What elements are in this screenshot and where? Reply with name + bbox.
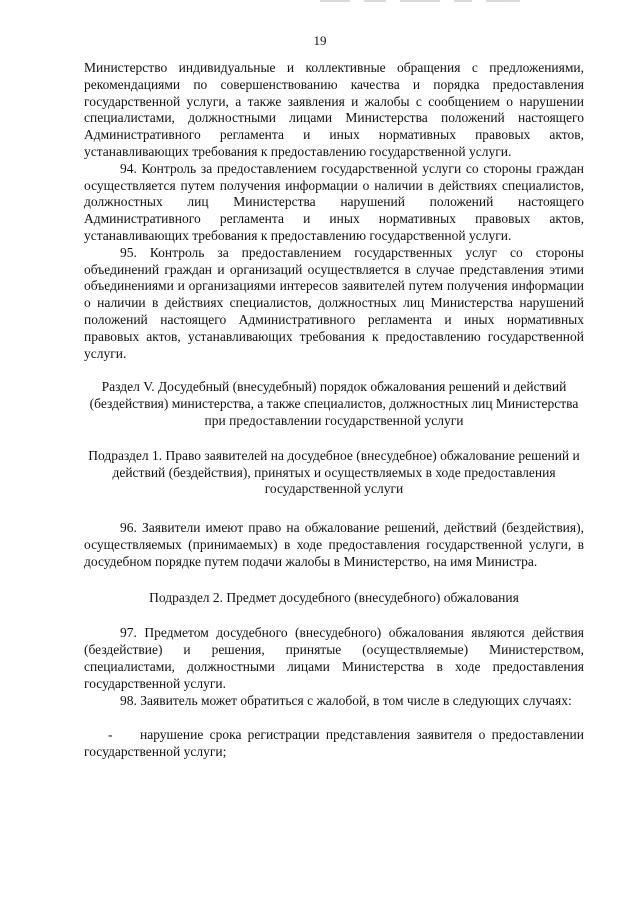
subsection-1-heading: Подраздел 1. Право заявителей на досудебное (внесудебное) обжалование решений и действий (бездействия), принятых и осуществляемых в ходе предоставления государственной услуги bbox=[88, 447, 580, 497]
scan-artifact bbox=[320, 0, 600, 4]
list-item-text: нарушение срока регистрации представления заявителя о предоставлении государственной услуги; bbox=[84, 727, 584, 760]
list-marker: - bbox=[108, 727, 113, 743]
subsection-2-heading: Подраздел 2. Предмет досудебного (внесудебного) обжалования bbox=[149, 589, 519, 605]
paragraph-continued: Министерство индивидуальные и коллективные обращения с предложениями, рекомендациями по совершенствованию качества и порядка предоставления государственной услуги, а также заявления и жалобы с сообщением о нарушении специалистами, должностными лицами Министерства положений настоящего Административного регламента и иных нормативных правовых актов, устанавливающих требования к предоставлению государственной услуги. bbox=[84, 60, 584, 159]
document-body bbox=[84, 60, 584, 761]
paragraph-96: 96. Заявители имеют право на обжалование решений, действий (бездействия), осуществляемых (принимаемых) в ходе предоставления государственной услуги, в досудебном порядке путем подачи жалобы в Министерство, на имя Министра. bbox=[84, 520, 584, 569]
page-number: 19 bbox=[313, 33, 327, 48]
list-item bbox=[84, 727, 584, 761]
paragraph-98: 98. Заявитель может обратиться с жалобой, в том числе в следующих случаях: bbox=[120, 692, 572, 708]
section-5-heading: Раздел V. Досудебный (внесудебный) порядок обжалования решений и действий (бездействия) министерства, а также специалистов, должностных лиц Министерства при предоставлении государственной услуги bbox=[89, 379, 579, 428]
paragraph-97: 97. Предметом досудебного (внесудебного) обжалования являются действия (бездействие) и решения, принятые (осуществляемые) Министерством, специалистами, должностными лицами Министерства в ходе предоставления государственной услуги. bbox=[84, 625, 584, 691]
paragraph-94: 94. Контроль за предоставлением государственной услуги со стороны граждан осуществляется путем получения информации о наличии в действиях специалистов, должностных лиц Министерства нарушений положений настоящего Административного регламента и иных нормативных правовых актов, устанавливающих требования к предоставлению государственной услуги. bbox=[84, 160, 584, 243]
paragraph-95: 95. Контроль за предоставлением государственных услуг со стороны объединений граждан и организаций осуществляется в случае представления этими объединениями и организациями интересов заявителей путем получения информации о наличии в действиях специалистов, должностных лиц Министерства нарушений положений настоящего Административного регламента и иных нормативных правовых актов, устанавливающих требования к предоставлению государственной услуги. bbox=[84, 244, 584, 361]
